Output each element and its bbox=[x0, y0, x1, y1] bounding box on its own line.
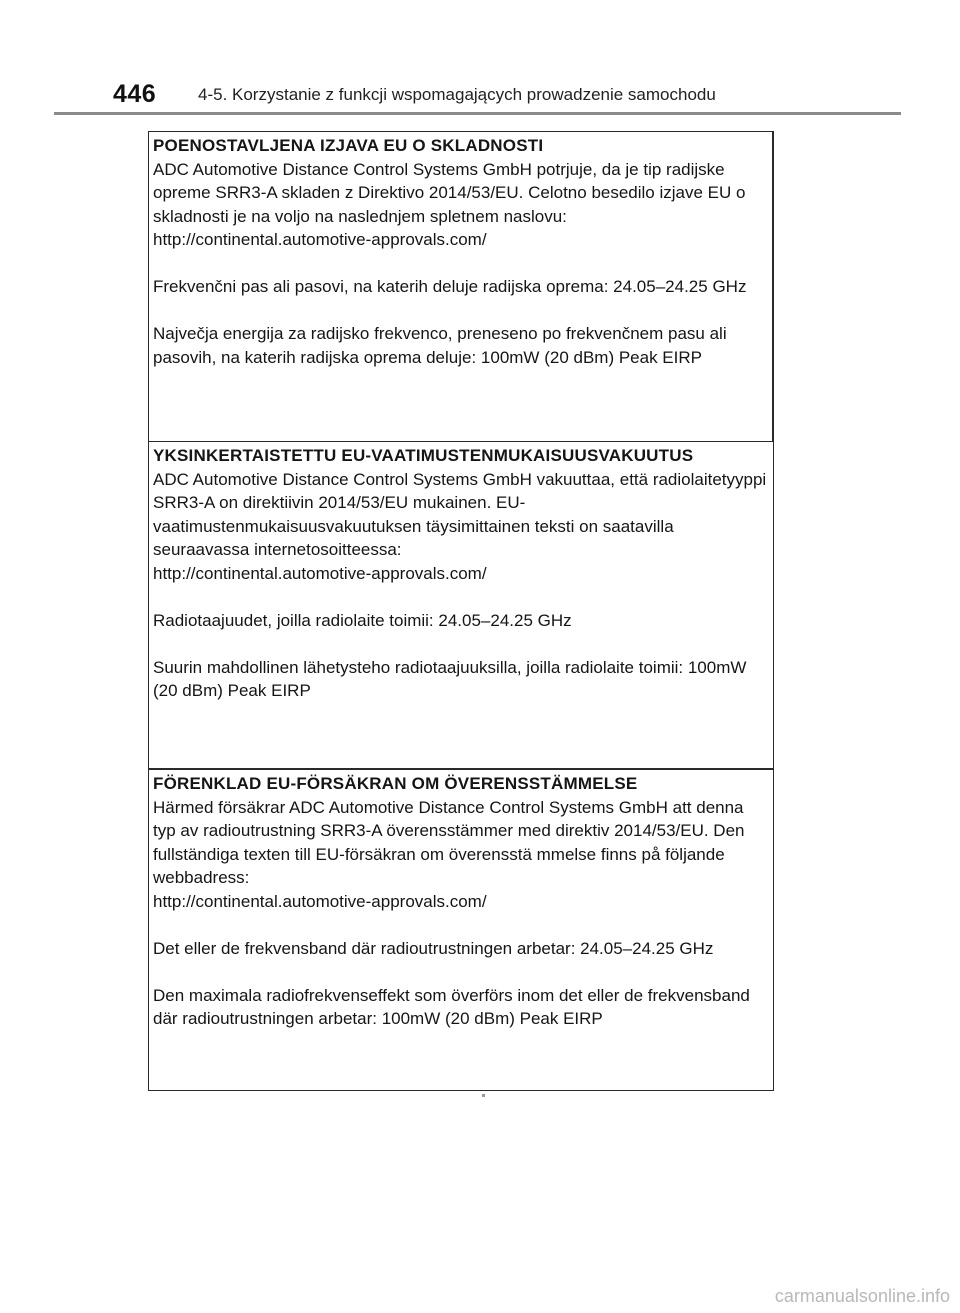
section-power: Največja energija za radijsko frekvenco, preneseno po frekvenčnem pasu ali pasovih, na katerih radijska oprema deluje: 100mW (20 dBm) Peak EIRP bbox=[153, 324, 727, 367]
declaration-slovenian bbox=[148, 131, 774, 442]
scan-mark bbox=[482, 1094, 485, 1097]
spacer bbox=[153, 252, 768, 276]
section-url: http://continental.automotive-approvals.com/ bbox=[153, 230, 487, 249]
spacer bbox=[153, 960, 769, 984]
section-title: FÖRENKLAD EU-FÖRSÄKRAN OM ÖVERENSSTÄMMELSE bbox=[153, 774, 638, 793]
spacer bbox=[153, 632, 769, 656]
header-rule bbox=[54, 112, 901, 115]
spacer bbox=[153, 585, 769, 609]
section-url: http://continental.automotive-approvals.com/ bbox=[153, 563, 487, 583]
section-title: POENOSTAVLJENA IZJAVA EU O SKLADNOSTI bbox=[153, 136, 544, 155]
declaration-table bbox=[148, 131, 774, 1091]
page-number: 446 bbox=[113, 80, 157, 108]
section-frequency: Radiotaajuudet, joilla radiolaite toimii: 24.05–24.25 GHz bbox=[153, 610, 572, 630]
section-intro: ADC Automotive Distance Control Systems GmbH potrjuje, da je tip radijske opreme SRR3-A skladen z Direktivo 2014/53/EU. Celotno besedilo izjave EU o skladnosti je na voljo na naslednjem spletnem naslovu: bbox=[153, 159, 746, 226]
section-frequency: Frekvenčni pas ali pasovi, na katerih deluje radijska oprema: 24.05–24.25 GHz bbox=[153, 277, 747, 296]
section-intro: ADC Automotive Distance Control Systems GmbH vakuuttaa, että radiolaitetyyppi SRR3-A on direktiivin 2014/53/EU mukainen. EU-vaatimustenmukaisuusvakuutuksen täysimittainen teksti on saatavilla seuraavassa internetosoitteessa: bbox=[153, 469, 767, 559]
declaration-swedish bbox=[148, 768, 774, 1091]
spacer bbox=[153, 299, 768, 323]
section-title: YKSINKERTAISTETTU EU-VAATIMUSTENMUKAISUUSVAKUUTUS bbox=[153, 446, 694, 465]
section-url: http://continental.automotive-approvals.com/ bbox=[153, 891, 487, 911]
footer-watermark: carmanualsonline.info bbox=[774, 1286, 950, 1306]
section-frequency: Det eller de frekvensband där radioutrustningen arbetar: 24.05–24.25 GHz bbox=[153, 938, 714, 958]
section-power: Den maximala radiofrekvenseffekt som överförs inom det eller de frekvensband där radioutrustningen arbetar: 100mW (20 dBm) Peak EIRP bbox=[153, 985, 750, 1028]
chapter-title: 4-5. Korzystanie z funkcji wspomagających prowadzenie samochodu bbox=[198, 85, 716, 104]
spacer bbox=[153, 913, 769, 937]
page-header bbox=[0, 0, 960, 115]
declaration-finnish bbox=[148, 442, 774, 768]
section-power: Suurin mahdollinen lähetysteho radiotaajuuksilla, joilla radiolaite toimii: 100mW (20 dBm) Peak EIRP bbox=[153, 657, 747, 700]
section-intro: Härmed försäkrar ADC Automotive Distance Control Systems GmbH att denna typ av radioutrustning SRR3-A överensstämmer med direktiv 2014/53/EU. Den fullständiga texten till EU-försäkran om överensstä mmelse finns på följande webbadress: bbox=[153, 797, 745, 887]
